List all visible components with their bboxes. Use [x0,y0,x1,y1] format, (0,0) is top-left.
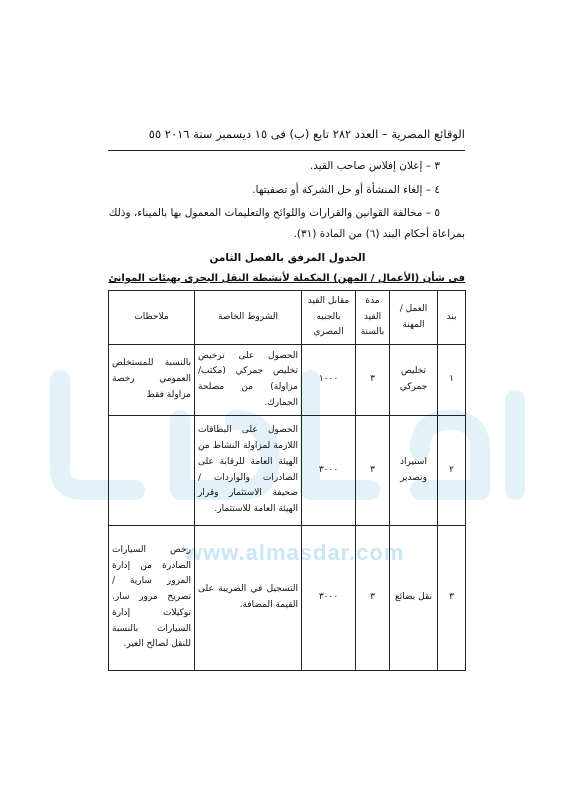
cell-fee: ٣٠٠٠ [302,416,356,526]
cell-conditions: الحصول على البطاقات اللازمة لمزاولة النشاط من الهيئة العامة للرقابة على الصادرات والواردات / صحيفة الاستثمار وقرار الهيئة العامة للاستثمار. [195,416,302,526]
page-header: الوقائع المصرية – العدد ٢٨٢ تابع (ب) فى ١٥ ديسمبر سنة ٢٠١٦ ٥٥ [148,127,465,141]
cell-fee: ١٠٠٠ [302,345,356,416]
cell-activity: نقل بضائع [390,526,438,671]
cell-item-no: ١ [438,345,466,416]
header-activity: العمل / المهنة [390,291,438,345]
cell-duration: ٣ [356,526,390,671]
cell-activity: تخليص جمركي [390,345,438,416]
cell-duration: ٣ [356,416,390,526]
header-conditions: الشروط الخاصة [195,291,302,345]
cell-notes: بالنسبة للمستخلص العمومي رخصة مزاولة فقط [109,345,195,416]
cell-item-no: ٢ [438,416,466,526]
watermark-url: www.almasdar.com [185,540,405,565]
activities-table [108,290,466,671]
table-subtitle: فى شأن (الأعمال / المهن) المكملة لأنشطة النقل البحرى بهيئات الموانئ [108,273,465,284]
cell-notes [109,416,195,526]
cell-notes: رخص السيارات الصادرة من إدارة المرور سارية / تصريح مرور سار. توكيلات إدارة السيارات بالنسبة للنقل لصالح الغير. [109,526,195,671]
body-line-4: بمراعاة أحكام البند (٦) من المادة (٣١). [293,228,465,240]
header-notes: ملاحظات [109,291,195,345]
cell-activity: استيراد وتصدير [390,416,438,526]
body-line-1: ٣ – إعلان إفلاس صاحب القيد. [309,160,440,172]
table-row [109,416,466,526]
cell-item-no: ٣ [438,526,466,671]
cell-fee: ٣٠٠٠ [302,526,356,671]
body-line-3: ٥ – مخالفة القوانين والقرارات واللوائح والتعليمات المعمول بها بالميناء، وذلك [108,207,440,219]
header-duration: مدة القيد بالسنة [356,291,390,345]
table-row [109,345,466,416]
header-item-no: بند [438,291,466,345]
header-fee: مقابل القيد بالجنيه المصري [302,291,356,345]
body-line-2: ٤ – إلغاء المنشأة أو حل الشركة أو تصفيتها. [252,184,440,196]
cell-conditions: الحصول على ترخيص تخليص جمركي (مكتب/ مزاولة) من مصلحة الجمارك. [195,345,302,416]
cell-duration: ٣ [356,345,390,416]
table-title: الجدول المرفق بالفصل الثامن [209,252,366,264]
table-header-row [109,291,466,345]
cell-conditions: التسجيل في الضريبة على القيمة المضافة. [195,526,302,671]
header-divider [108,150,465,151]
table-row [109,526,466,671]
